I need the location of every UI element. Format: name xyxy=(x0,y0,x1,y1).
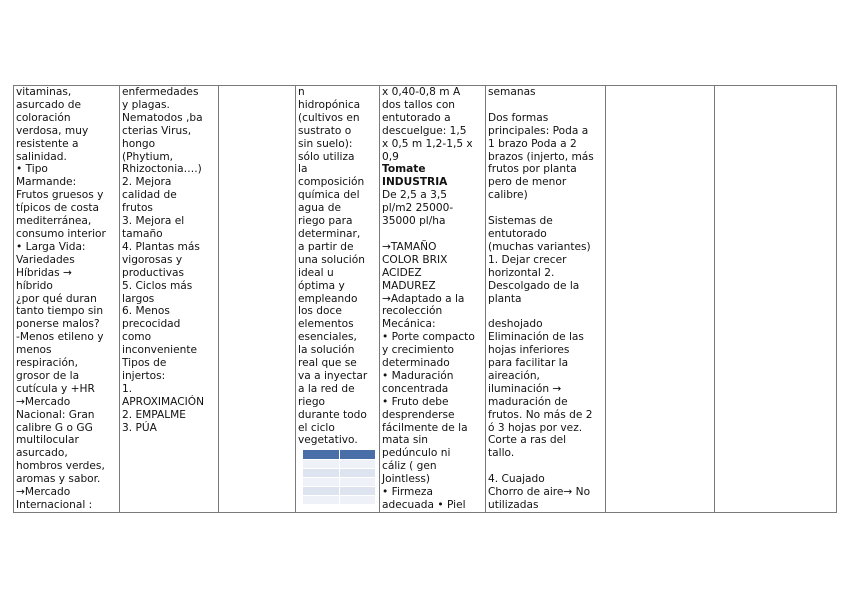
table-cell-6 xyxy=(486,86,606,513)
cell-text: vitaminas, asurcado de coloración verdosa, muy resistente a salinidad. • Tipo Marmande: Frutos gruesos y típicos de costa mediterránea, consumo interior • Larga Vida: Variedades Híbridas → híbrido ¿por qué duran tanto tiempo sin ponerse malos? -Menos etileno y menos respiración, grosor de la cutícula y +HR →Mercado Nacional: Gran calibre G o GG multilocular asurcado, hombros verdes, aromas y sabor. →Mercado Internacional : xyxy=(16,86,106,511)
embedded-table-image xyxy=(302,449,376,505)
cell-text: n hidropónica (cultivos en sustrato o sin suelo): sólo utiliza la composición química del agua de riego para determinar, a partir de una solución ideal u óptima y empleando los doce elementos esenciales, la solución real que se va a inyectar a la red de riego durante todo el ciclo vegetativo. xyxy=(298,86,368,447)
cell-text: x 0,40-0,8 m A dos tallos con entutorado a descuelgue: 1,5 x 0,5 m 1,2-1,5 x 0,9 xyxy=(382,86,473,163)
cell-text: semanas Dos formas principales: Poda a 1 brazo Poda a 2 brazos (injerto, más frutos por planta pero de menor calibre) Sistemas de entutorado (muchas variantes) 1. Dejar crecer horizontal 2. Descolgado de la planta deshojado Eliminación de las hojas inferiores para facilitar la aireación, iluminación → maduración de frutos. No más de 2 ó 3 hojas por vez. Corte a ras del tallo. 4. Cuajado Chorro de aire→ No utilizadas xyxy=(488,86,594,511)
table-cell-8 xyxy=(715,86,837,513)
table-cell-3 xyxy=(219,86,296,513)
table-cell-4 xyxy=(296,86,380,513)
table-cell-1 xyxy=(14,86,120,513)
cell-text: De 2,5 a 3,5 pl/m2 25000- 35000 pl/ha →TAMAÑO COLOR BRIX ACIDEZ MADUREZ →Adaptado a la recolección Mecánica: • Porte compacto y crecimiento determinado • Maduración concentrada • Fruto debe desprenderse fácilmente de la mata sin pedúnculo ni cáliz ( gen Jointless) • Firmeza adecuada • Piel xyxy=(382,189,475,511)
table-row xyxy=(14,86,837,513)
table-cell-7 xyxy=(606,86,715,513)
cell-heading: Tomate INDUSTRIA xyxy=(382,163,448,189)
table-cell-2 xyxy=(120,86,219,513)
cell-text: enfermedades y plagas. Nematodos ,ba cterias Virus, hongo (Phytium, Rhizoctonia….) 2. Mejora calidad de frutos 3. Mejora el tamaño 4. Plantas más vigorosas y productivas 5. Ciclos más largos 6. Menos precocidad como inconveniente Tipos de injertos: 1. APROXIMACIÓN 2. EMPALME 3. PÚA xyxy=(122,86,205,434)
content-table xyxy=(13,85,837,513)
table-cell-5 xyxy=(380,86,486,513)
